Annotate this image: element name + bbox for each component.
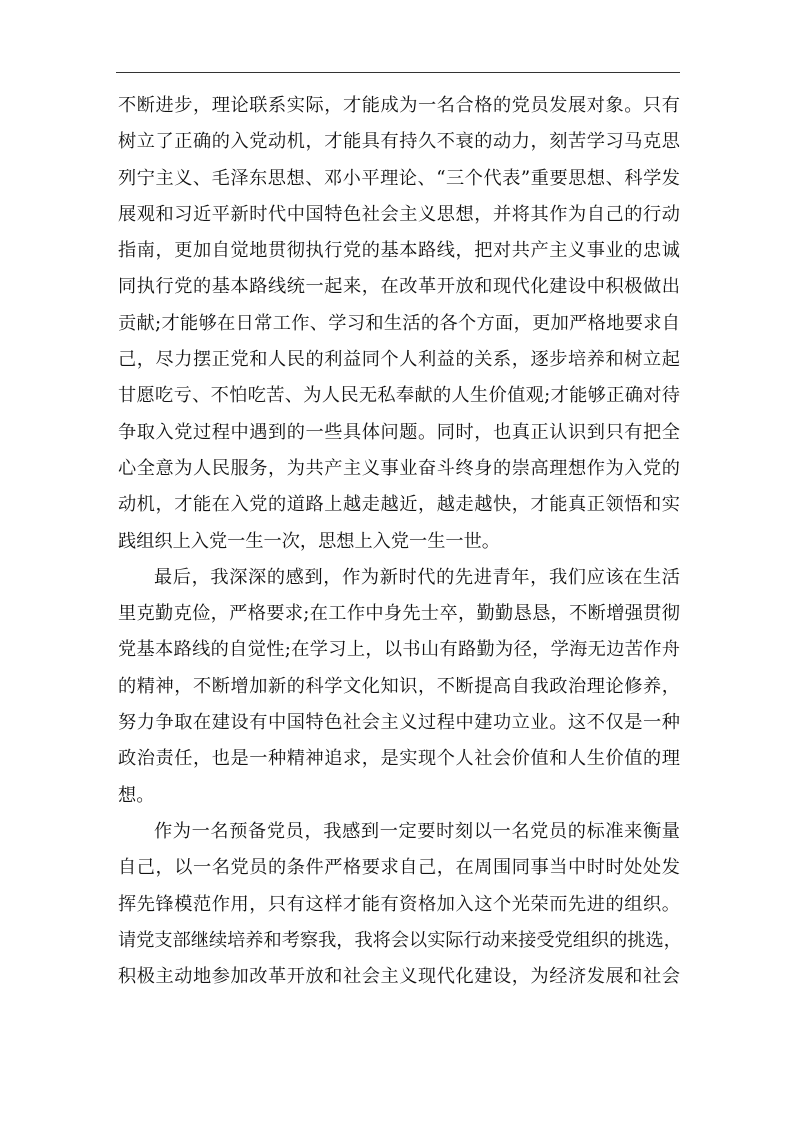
text-line: 的精神，不断增加新的科学文化知识，不断提高自我政治理论修养，	[118, 675, 680, 697]
text-line: 争取入党过程中遇到的一些具体问题。同时，也真正认识到只有把全	[118, 421, 680, 443]
text-line: 作为一名预备党员，我感到一定要时刻以一名党员的标准来衡量	[154, 820, 680, 842]
text-line: 树立了正确的入党动机，才能具有持久不衰的动力，刻苦学习马克思	[118, 131, 680, 153]
text-line: 动机，才能在入党的道路上越走越近，越走越快，才能真正领悟和实	[118, 494, 680, 516]
text-line: 请党支部继续培养和考察我，我将会以实际行动来接受党组织的挑选，	[118, 929, 682, 951]
text-line: 指南，更加自觉地贯彻执行党的基本路线，把对共产主义事业的忠诚	[118, 240, 680, 262]
paragraph-1	[118, 88, 680, 560]
text-line: 列宁主义、毛泽东思想、邓小平理论、“三个代表”重要思想、科学发	[118, 167, 680, 189]
text-line: 想。	[118, 784, 155, 806]
text-line: 党基本路线的自觉性;在学习上，以书山有路勤为径，学海无边苦作舟	[118, 639, 680, 661]
paragraph-2	[118, 560, 680, 814]
document-body	[118, 88, 680, 995]
text-line: 政治责任，也是一种精神追求，是实现个人社会价值和人生价值的理	[118, 748, 680, 770]
text-line: 甘愿吃亏、不怕吃苦、为人民无私奉献的人生价值观;才能够正确对待	[118, 385, 680, 407]
text-line: 最后，我深深的感到，作为新时代的先进青年，我们应该在生活	[154, 566, 680, 588]
text-line: 践组织上入党一生一次，思想上入党一生一世。	[118, 530, 500, 552]
header-rule	[116, 72, 680, 73]
text-line: 不断进步，理论联系实际，才能成为一名合格的党员发展对象。只有	[118, 95, 680, 116]
text-line: 心全意为人民服务，为共产主义事业奋斗终身的崇高理想作为入党的	[118, 457, 680, 479]
text-line: 己，尽力摆正党和人民的利益同个人利益的关系，逐步培养和树立起	[118, 349, 680, 371]
paragraph-3	[118, 814, 680, 995]
text-line: 努力争取在建设有中国特色社会主义过程中建功立业。这不仅是一种	[118, 712, 680, 734]
text-line: 贡献;才能够在日常工作、学习和生活的各个方面，更加严格地要求自	[118, 312, 680, 334]
text-line: 挥先锋模范作用，只有这样才能有资格加入这个光荣而先进的组织。	[118, 893, 680, 915]
text-line: 展观和习近平新时代中国特色社会主义思想，并将其作为自己的行动	[118, 203, 680, 225]
text-line: 自己，以一名党员的条件严格要求自己，在周围同事当中时时处处发	[118, 857, 680, 879]
text-line: 积极主动地参加改革开放和社会主义现代化建设，为经济发展和社会	[118, 966, 680, 988]
text-line: 同执行党的基本路线统一起来，在改革开放和现代化建设中积极做出	[118, 276, 680, 298]
text-line: 里克勤克俭，严格要求;在工作中身先士卒，勤勤恳恳，不断增强贯彻	[118, 603, 680, 625]
